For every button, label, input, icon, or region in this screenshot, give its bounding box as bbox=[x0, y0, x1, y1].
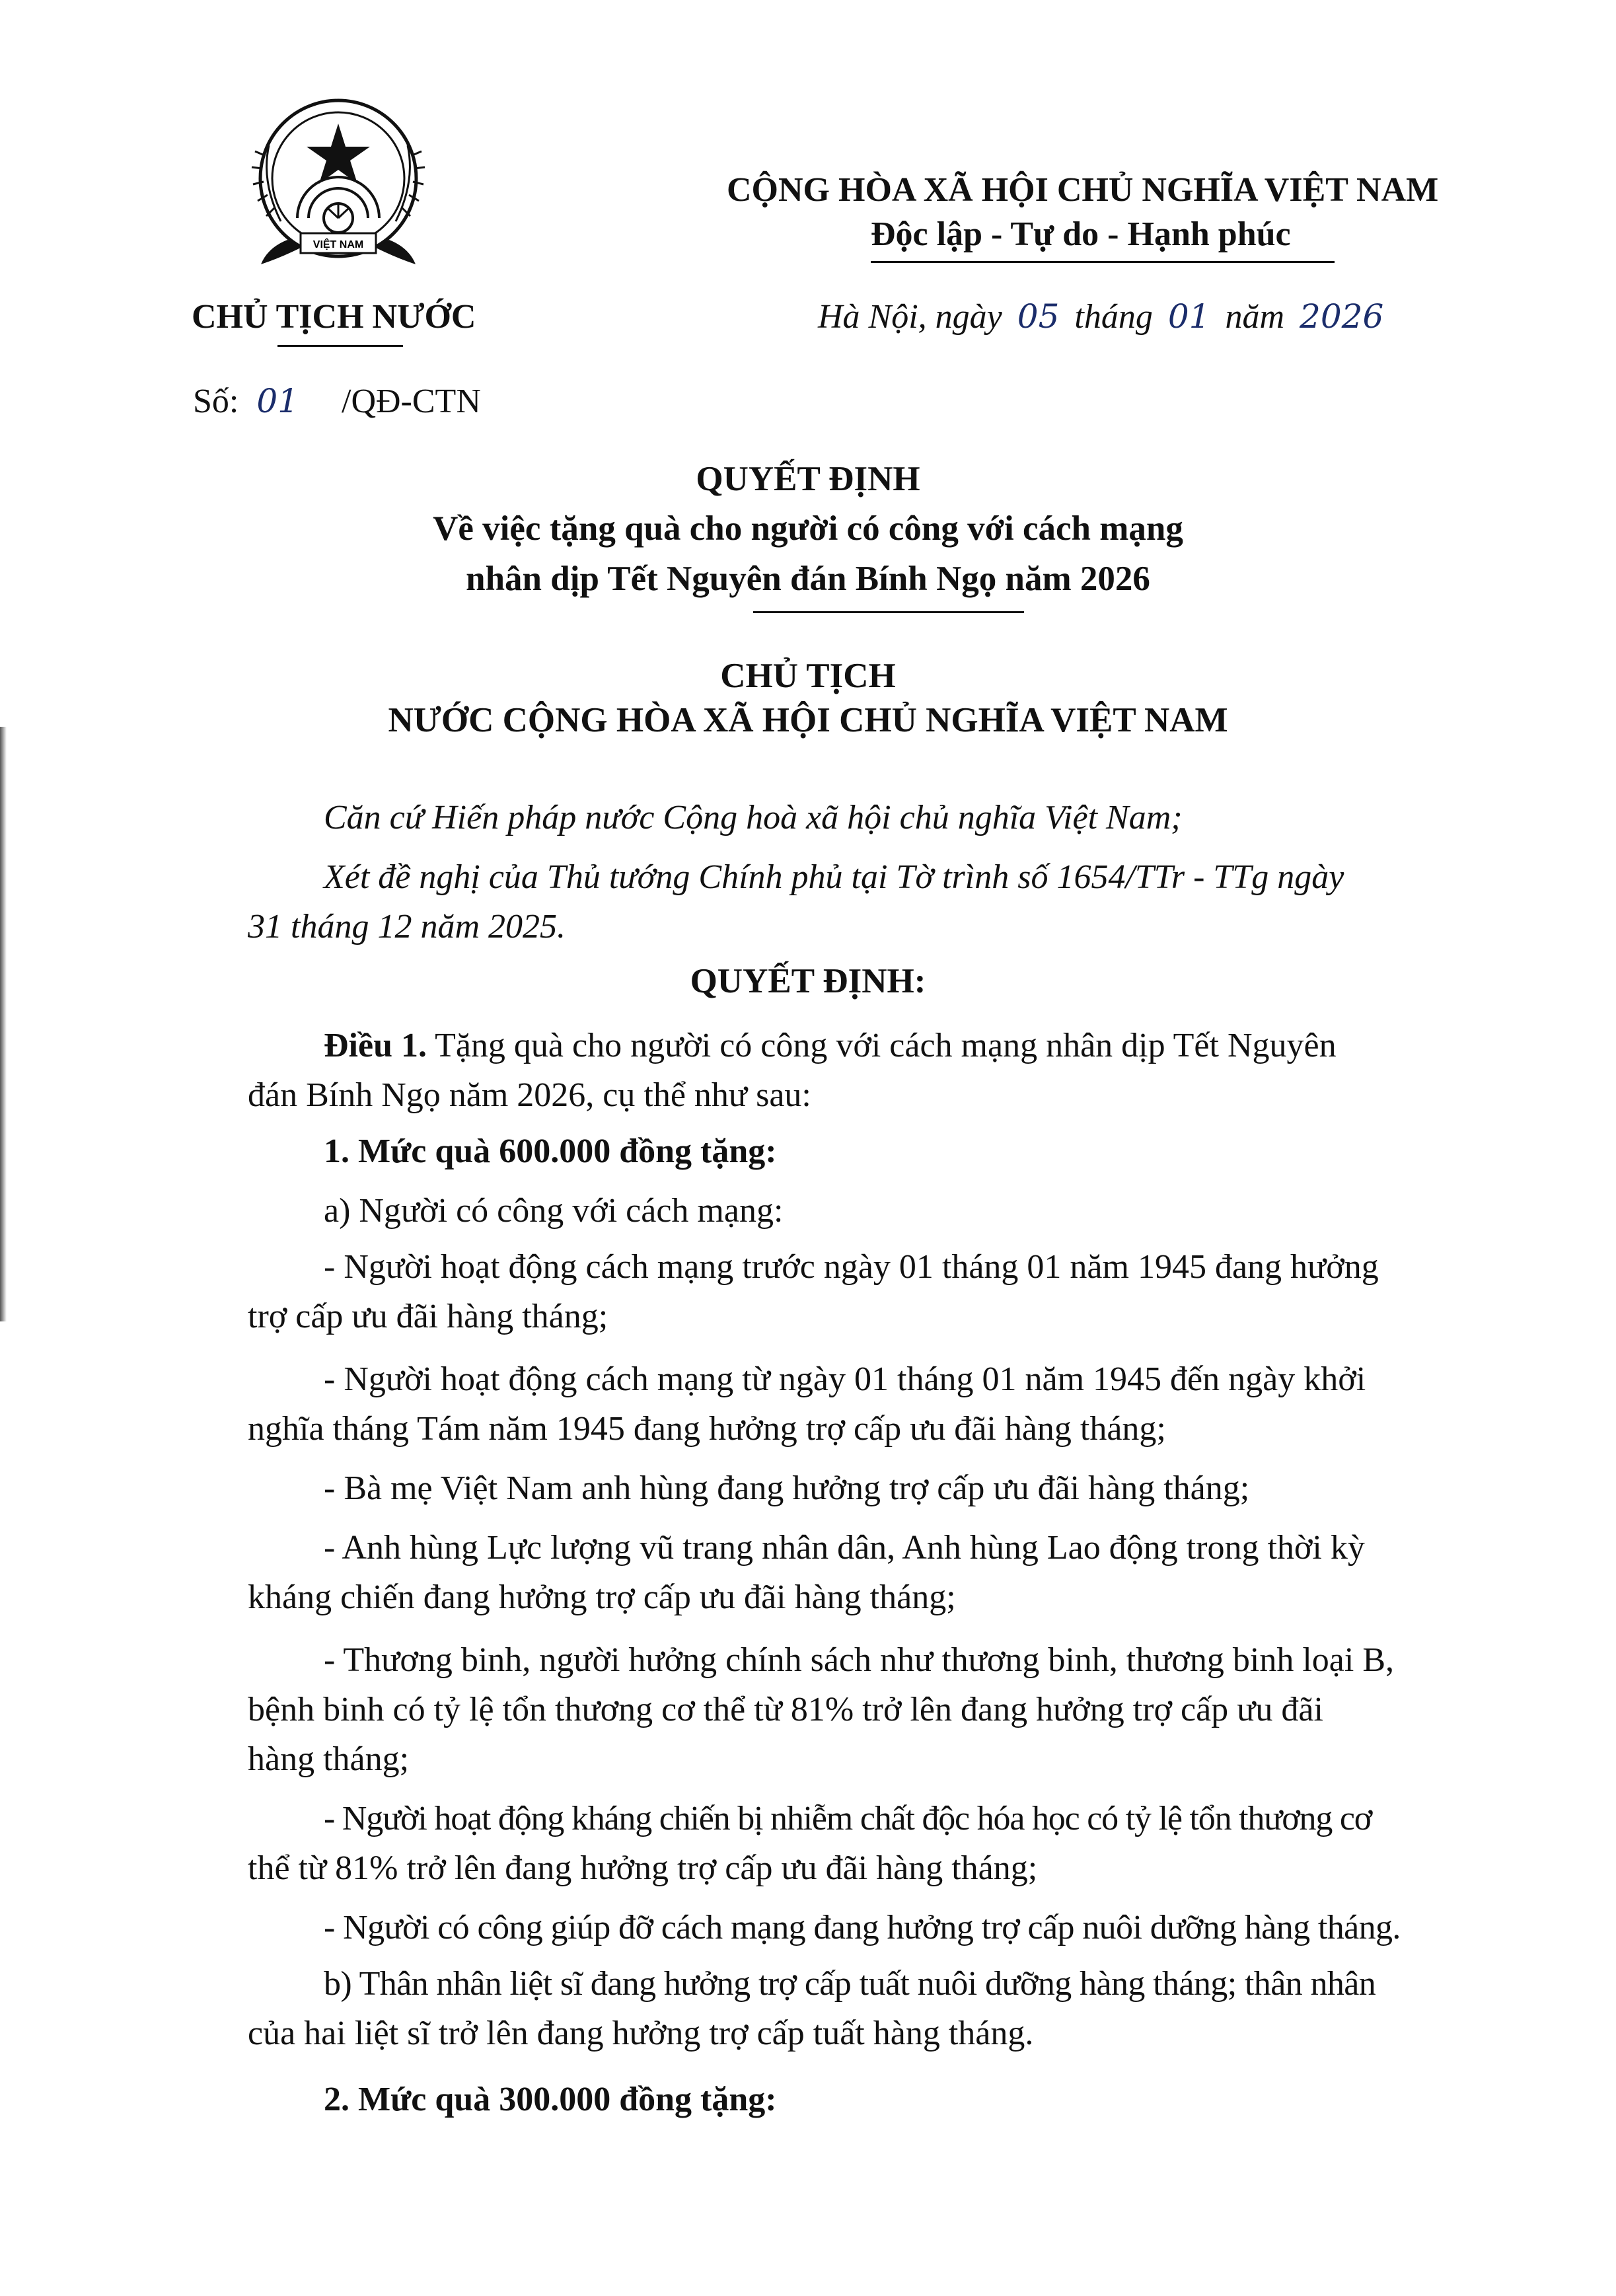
section-1-sub-a: a) Người có công với cách mạng: bbox=[324, 1192, 784, 1230]
date-year-handwritten: 2026 bbox=[1300, 297, 1384, 336]
organization-underline bbox=[277, 345, 403, 347]
list-item-3-line-1: - Bà mẹ Việt Nam anh hùng đang hưởng trợ cấp ưu đãi hàng tháng; bbox=[324, 1469, 1250, 1507]
section-1-sub-b-line-1: b) Thân nhân liệt sĩ đang hưởng trợ cấp tuất nuôi dưỡng hàng tháng; thân nhân bbox=[324, 1965, 1376, 2003]
section-1-sub-b-line-2: của hai liệt sĩ trở lên đang hưởng trợ cấp tuất hàng tháng. bbox=[248, 2015, 1034, 2052]
number-suffix: /QĐ-CTN bbox=[342, 383, 481, 420]
list-item-7-line-1: - Người có công giúp đỡ cách mạng đang hưởng trợ cấp nuôi dưỡng hàng tháng. bbox=[324, 1909, 1401, 1946]
list-item-4-line-2: kháng chiến đang hưởng trợ cấp ưu đãi hàng tháng; bbox=[248, 1578, 956, 1616]
scan-edge-shadow bbox=[0, 727, 7, 1321]
list-item-4-line-1: - Anh hùng Lực lượng vũ trang nhân dân, Anh hùng Lao động trong thời kỳ bbox=[324, 1529, 1365, 1567]
document-number bbox=[193, 382, 481, 421]
title-separator bbox=[753, 611, 1024, 613]
list-item-6-line-1: - Người hoạt động kháng chiến bị nhiễm chất độc hóa học có tỷ lệ tổn thương cơ bbox=[324, 1800, 1372, 1837]
nation-name: CỘNG HÒA XÃ HỘI CHỦ NGHĨA VIỆT NAM bbox=[727, 171, 1439, 209]
basis-proposal-line-1: Xét đề nghị của Thủ tướng Chính phủ tại Tờ trình số 1654/TTr - TTg ngày bbox=[324, 858, 1344, 896]
section-1-heading: 1. Mức quà 600.000 đồng tặng: bbox=[324, 1132, 777, 1170]
list-item-5-line-3: hàng tháng; bbox=[248, 1740, 410, 1778]
date-prefix: Hà Nội, ngày bbox=[818, 298, 1002, 336]
authority-line-2: NƯỚC CỘNG HÒA XÃ HỘI CHỦ NGHĨA VIỆT NAM bbox=[388, 701, 1228, 739]
list-item-5-line-2: bệnh binh có tỷ lệ tổn thương cơ thể từ 81% trở lên đang hưởng trợ cấp ưu đãi bbox=[248, 1691, 1323, 1728]
issuing-organization: CHỦ TỊCH NƯỚC bbox=[192, 298, 476, 336]
number-prefix: Số: bbox=[193, 383, 239, 420]
list-item-6-line-2: thể từ 81% trở lên đang hưởng trợ cấp ưu đãi hàng tháng; bbox=[248, 1849, 1038, 1887]
national-motto: Độc lập - Tự do - Hạnh phúc bbox=[871, 215, 1291, 253]
list-item-1-line-1: - Người hoạt động cách mạng trước ngày 01 tháng 01 năm 1945 đang hưởng bbox=[324, 1248, 1379, 1286]
basis-constitution: Căn cứ Hiến pháp nước Cộng hoà xã hội chủ nghĩa Việt Nam; bbox=[324, 799, 1183, 836]
date-year-label: năm bbox=[1225, 298, 1285, 336]
article-1-line-1 bbox=[324, 1021, 1337, 1070]
motto-underline bbox=[871, 261, 1335, 263]
article-1-text-a: Tặng quà cho người có công với cách mạng nhân dịp Tết Nguyên bbox=[435, 1027, 1337, 1064]
number-handwritten: 01 bbox=[256, 382, 299, 420]
decision-heading: QUYẾT ĐỊNH: bbox=[690, 962, 926, 1000]
national-emblem-icon bbox=[235, 83, 443, 281]
basis-proposal-line-2: 31 tháng 12 năm 2025. bbox=[248, 908, 566, 945]
list-item-2-line-2: nghĩa tháng Tám năm 1945 đang hưởng trợ cấp ưu đãi hàng tháng; bbox=[248, 1410, 1166, 1448]
date-month-label: tháng bbox=[1074, 298, 1153, 336]
document-subject-line-1: Về việc tặng quà cho người có công với cách mạng bbox=[433, 509, 1183, 548]
document-type-title: QUYẾT ĐỊNH bbox=[696, 460, 920, 498]
list-item-2-line-1: - Người hoạt động cách mạng từ ngày 01 tháng 01 năm 1945 đến ngày khởi bbox=[324, 1360, 1366, 1398]
section-2-heading: 2. Mức quà 300.000 đồng tặng: bbox=[324, 2081, 777, 2118]
issue-date bbox=[818, 297, 1383, 336]
list-item-5-line-1: - Thương binh, người hưởng chính sách như thương binh, thương binh loại B, bbox=[324, 1641, 1394, 1679]
document-subject-line-2: nhân dịp Tết Nguyên đán Bính Ngọ năm 2026 bbox=[466, 560, 1150, 598]
list-item-1-line-2: trợ cấp ưu đãi hàng tháng; bbox=[248, 1298, 608, 1335]
article-1-line-2: đán Bính Ngọ năm 2026, cụ thể như sau: bbox=[248, 1076, 811, 1114]
date-day-handwritten: 05 bbox=[1017, 297, 1060, 336]
date-month-handwritten: 01 bbox=[1167, 297, 1210, 336]
svg-text:VIỆT NAM: VIỆT NAM bbox=[312, 239, 364, 250]
article-1-label: Điều 1. bbox=[324, 1027, 427, 1064]
authority-line-1: CHỦ TỊCH bbox=[720, 657, 896, 695]
